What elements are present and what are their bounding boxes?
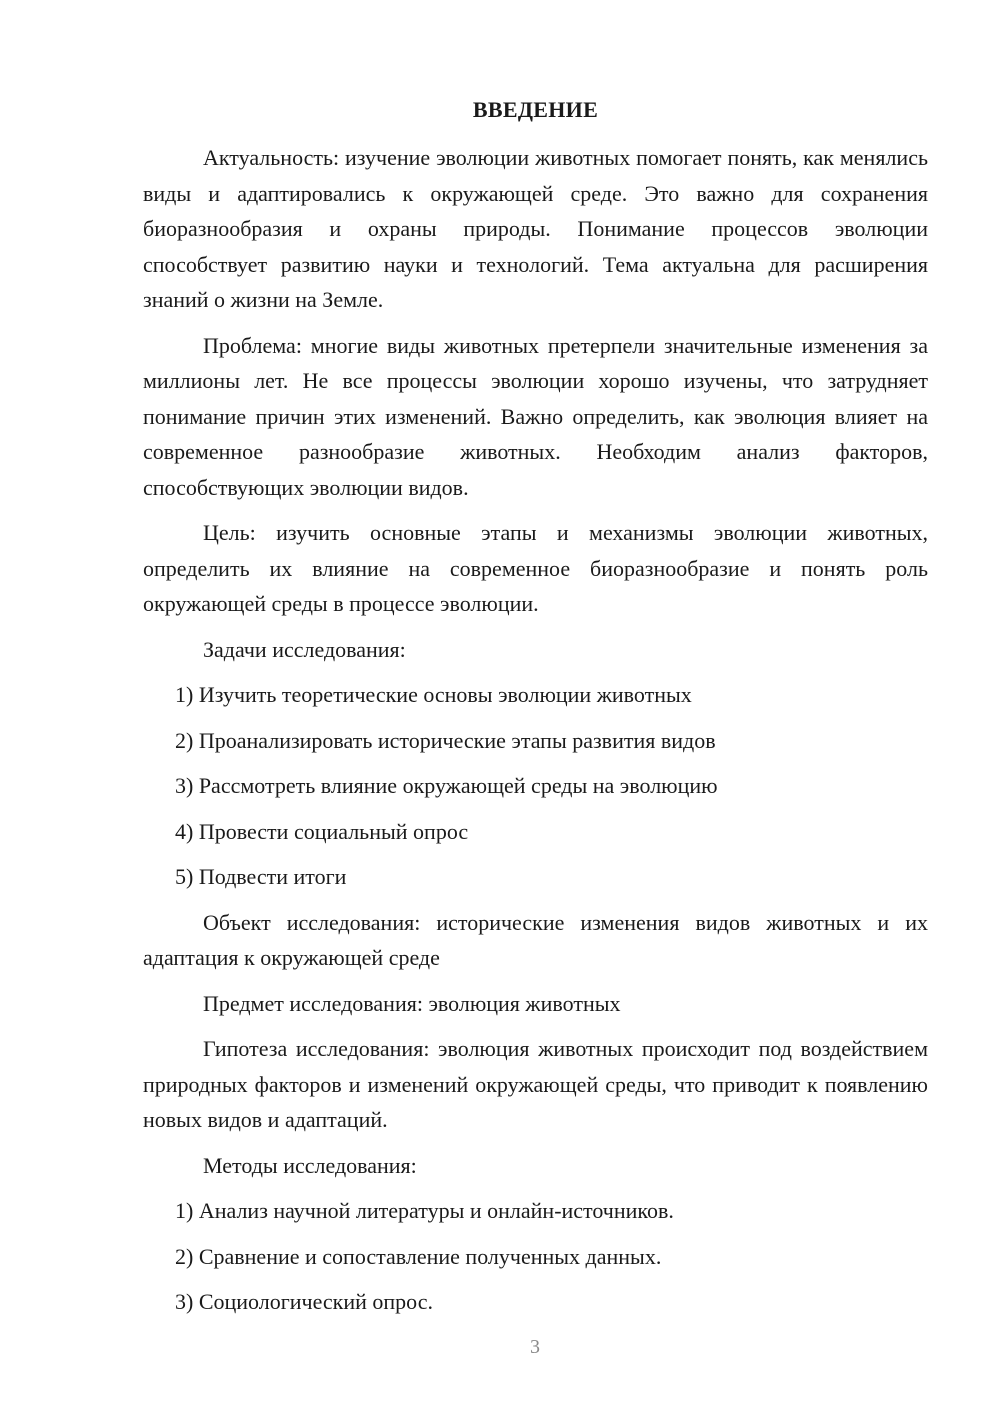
list-item: 3) Рассмотреть влияние окружающей среды на эволюцию: [175, 773, 718, 798]
object-paragraph: Объект исследования: исторические изменения видов животных и их адаптация к окружающей среде: [143, 909, 928, 970]
tasks-heading: Задачи исследования:: [203, 636, 406, 662]
list-item: 3) Социологический опрос.: [175, 1289, 433, 1314]
list-item: 4) Провести социальный опрос: [175, 818, 469, 844]
list-item: 2) Проанализировать исторические этапы развития видов: [175, 727, 716, 753]
list-item: 1) Изучить теоретические основы эволюции животных: [175, 682, 692, 707]
document-page: [143, 96, 928, 1330]
list-item: 2) Сравнение и сопоставление полученных данных.: [175, 1243, 662, 1269]
methods-heading: Методы исследования:: [203, 1152, 417, 1178]
list-item: 5) Подвести итоги: [175, 864, 347, 889]
hypothesis-paragraph: Гипотеза исследования: эволюция животных происходит под воздействием природных факторов и изменений окружающей среды, что приводит к появлению новых видов и адаптаций.: [143, 1036, 928, 1132]
section-title: ВВЕДЕНИЕ: [472, 97, 599, 122]
goal-paragraph: Цель: изучить основные этапы и механизмы эволюции животных, определить их влияние на современное биоразнообразие и понять роль окружающей среды в процессе эволюции.: [143, 520, 928, 616]
relevance-paragraph: Актуальность: изучение эволюции животных помогает понять, как менялись виды и адаптировались к окружающей среде. Это важно для сохранения биоразнообразия и охраны природы. Понимание процессов эволюции способствует развитию науки и технологий. Тема актуальна для расширения знаний о жизни на Земле.: [143, 145, 928, 312]
page-number: 3: [530, 1336, 540, 1358]
tasks-list: [143, 677, 928, 895]
subject-paragraph: Предмет исследования: эволюция животных: [203, 990, 621, 1016]
methods-list: [143, 1193, 928, 1320]
problem-paragraph: Проблема: многие виды животных претерпели значительные изменения за миллионы лет. Не все процессы эволюции хорошо изучены, что затрудняет понимание причин этих изменений. Важно определить, как эволюция влияет на современное разнообразие животных. Необходим анализ факторов, способствующих эволюции видов.: [143, 332, 928, 500]
list-item: 1) Анализ научной литературы и онлайн-источников.: [175, 1198, 674, 1223]
